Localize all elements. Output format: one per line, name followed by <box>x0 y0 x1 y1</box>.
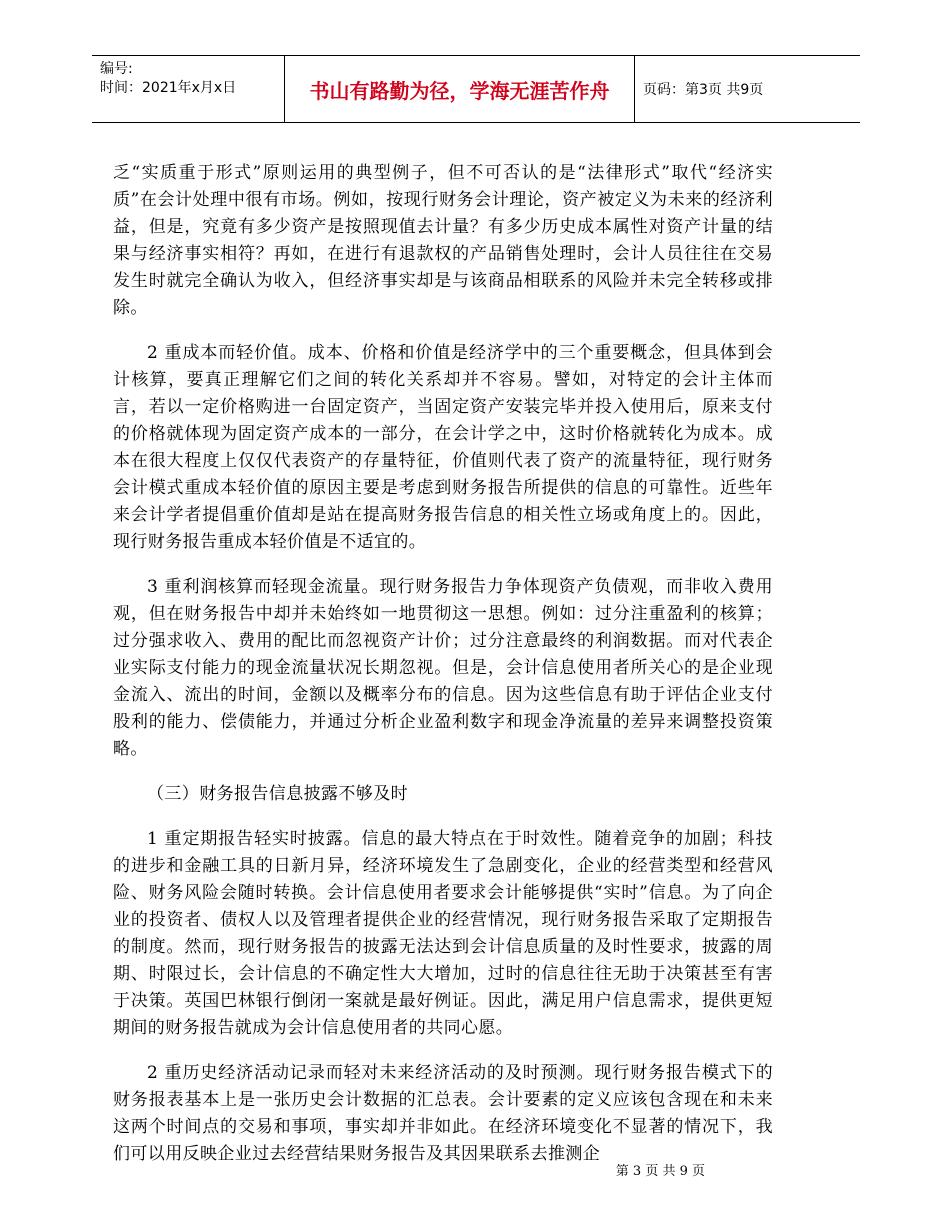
paragraph-history-vs-forecast: 2 重历史经济活动记录而轻对未来经济活动的及时预测。现行财务报告模式下的财务报表基本上是一张历史会计数据的汇总表。会计要素的定义应该包含现在和未来这两个时间点的交易和事项，事实却并非如此。在经济环境变化不显著的情况下，我们可以用反映企业过去经营结果财务报告及其因果联系去推测企 <box>113 1063 773 1164</box>
document-body <box>113 160 773 1186</box>
paragraph-cost-vs-value: 2 重成本而轻价值。成本、价格和价值是经济学中的三个重要概念，但具体到会计核算，要真正理解它们之间的转化关系却并不容易。譬如，对特定的会计主体而言，若以一定价格购进一台固定资产，当固定资产安装完毕并投入使用后，原来支付的价格就体现为固定资产成本的一部分，在会计学之中，这时价格就转化为成本。成本在很大程度上仅仅代表资产的存量特征，价值则代表了资产的流量特征，现行财务会计模式重成本轻价值的原因主要是考虑到财务报告所提供的信息的可靠性。近些年来会计学者提倡重价值却是站在提高财务报告信息的相关性立场或角度上的。因此，现行财务报告重成本轻价值是不适宜的。 <box>113 343 773 552</box>
paragraph-continuation: 乏“实质重于形式”原则运用的典型例子，但不可否认的是“法律形式”取代“经济实质”在会计处理中很有市场。例如，按现行财务会计理论，资产被定义为未来的经济利益，但是，究竟有多少资产是按照现值去计量？有多少历史成本属性对资产计量的结果与经济事实相符？再如，在进行有退款权的产品销售处理时，会计人员往往在交易发生时就完全确认为收入，但经济事实却是与该商品相联系的风险并未完全转移或排除。 <box>113 163 773 318</box>
header-meta <box>92 56 285 122</box>
page-footer: 第 3 页 共 9 页 <box>615 1164 705 1179</box>
document-number-label: 编号: <box>100 61 133 77</box>
section-heading: （三）财务报告信息披露不够及时 <box>147 784 408 804</box>
page-header <box>92 55 860 123</box>
document-time: 时间：2021年x月x日 <box>100 80 237 96</box>
header-page-info: 页码：第3页 共9页 <box>643 82 764 98</box>
paragraph-periodic-reporting: 1 重定期报告轻实时披露。信息的最大特点在于时效性。随着竞争的加剧；科技的进步和金融工具的日新月异，经济环境发生了急剧变化，企业的经营类型和经营风险、财务风险会随时转换。会计信息使用者要求会计能够提供“实时”信息。为了向企业的投资者、债权人以及管理者提供企业的经营情况，现行财务报告采取了定期报告的制度。然而，现行财务报告的披露无法达到会计信息质量的及时性要求，披露的周期、时限过长，会计信息的不确定性大大增加，过时的信息往往无助于决策甚至有害于决策。英国巴林银行倒闭一案就是最好例证。因此，满足用户信息需求，提供更短期间的财务报告就成为会计信息使用者的共同心愿。 <box>113 829 773 1038</box>
header-motto: 书山有路勤为径，学海无涯苦作舟 <box>285 56 635 122</box>
paragraph-profit-vs-cashflow: 3 重利润核算而轻现金流量。现行财务报告力争体现资产负债观，而非收入费用观，但在财务报告中却并未始终如一地贯彻这一思想。例如：过分注重盈利的核算；过分强求收入、费用的配比而忽视资产计价；过分注意最终的利润数据。而对代表企业实际支付能力的现金流量状况长期忽视。但是，会计信息使用者所关心的是企业现金流入、流出的时间，金额以及概率分布的信息。因为这些信息有助于评估企业支付股利的能力、偿债能力，并通过分析企业盈利数字和现金净流量的差异来调整投资策略。 <box>113 577 773 759</box>
